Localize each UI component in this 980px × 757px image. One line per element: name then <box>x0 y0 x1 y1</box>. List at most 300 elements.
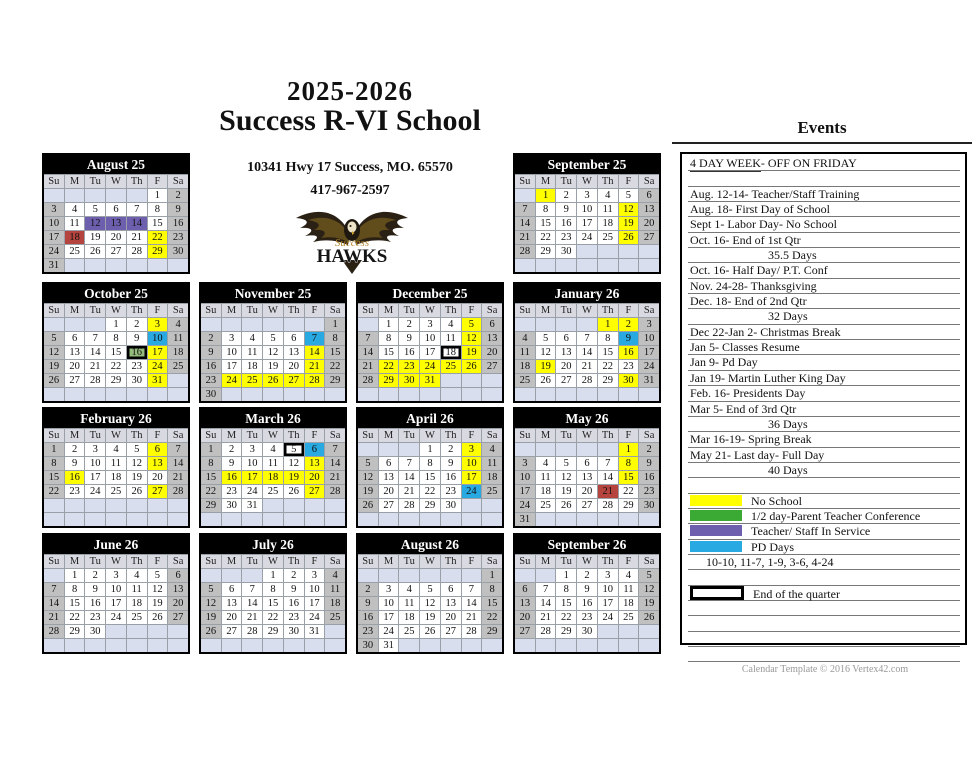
day-cell: 12 <box>420 597 440 610</box>
day-cell: 25 <box>482 485 502 498</box>
day-cell <box>639 513 659 526</box>
day-cell <box>222 569 242 582</box>
day-cell <box>639 245 659 258</box>
day-of-week-label: M <box>536 304 556 317</box>
day-of-week-label: W <box>106 304 126 317</box>
day-cell: 27 <box>168 611 188 624</box>
day-cell: 29 <box>148 245 168 258</box>
day-of-week-label: F <box>462 429 482 442</box>
day-cell: 1 <box>379 318 399 331</box>
day-of-week-label: F <box>462 555 482 568</box>
day-of-week-label: F <box>619 304 639 317</box>
day-cell: 18 <box>106 471 126 484</box>
day-of-week-label: Su <box>515 175 535 188</box>
day-of-week-label: M <box>536 429 556 442</box>
day-cell: 30 <box>441 499 461 512</box>
day-cell <box>358 443 378 456</box>
day-cell <box>577 318 597 331</box>
day-cell: 24 <box>462 485 482 498</box>
day-cell: 1 <box>263 569 283 582</box>
day-cell: 10 <box>222 346 242 359</box>
day-cell: 29 <box>106 374 126 387</box>
day-cell <box>148 513 168 526</box>
calendar-grid <box>44 428 188 526</box>
day-cell: 23 <box>399 360 419 373</box>
day-cell: 22 <box>556 611 576 624</box>
day-cell: 28 <box>399 499 419 512</box>
day-cell: 18 <box>515 360 535 373</box>
day-cell <box>305 639 325 652</box>
blank-rule <box>688 647 960 662</box>
day-cell <box>242 569 262 582</box>
day-cell <box>441 374 461 387</box>
day-cell: 29 <box>556 625 576 638</box>
calendar-september-25 <box>513 153 661 274</box>
day-cell <box>305 513 325 526</box>
day-cell: 8 <box>263 583 283 596</box>
day-cell <box>462 569 482 582</box>
day-cell <box>168 625 188 638</box>
calendar-february-26 <box>42 407 190 528</box>
day-cell: 20 <box>577 485 597 498</box>
day-cell <box>44 499 64 512</box>
day-cell: 28 <box>242 625 262 638</box>
calendar-month-title: August 26 <box>358 535 502 554</box>
day-cell: 31 <box>515 513 535 526</box>
day-cell: 8 <box>325 332 345 345</box>
day-cell: 30 <box>222 499 242 512</box>
day-cell <box>222 513 242 526</box>
day-cell: 17 <box>420 346 440 359</box>
blank-rule <box>688 570 960 585</box>
day-cell: 12 <box>127 457 147 470</box>
day-cell: 13 <box>639 203 659 216</box>
calendar-month-title: June 26 <box>44 535 188 554</box>
day-cell: 3 <box>598 569 618 582</box>
day-cell: 31 <box>420 374 440 387</box>
day-cell <box>65 318 85 331</box>
events-title-rule <box>672 142 972 144</box>
day-cell: 3 <box>106 569 126 582</box>
day-cell: 1 <box>619 443 639 456</box>
calendar-month-title: April 26 <box>358 409 502 428</box>
day-cell <box>65 499 85 512</box>
day-cell: 14 <box>536 597 556 610</box>
calendar-month-title: January 26 <box>515 284 659 303</box>
day-of-week-label: Th <box>284 304 304 317</box>
day-cell <box>515 318 535 331</box>
day-cell <box>106 499 126 512</box>
day-of-week-label: Sa <box>168 429 188 442</box>
calendar-grid <box>358 554 502 652</box>
day-cell: 11 <box>263 457 283 470</box>
day-cell: 21 <box>168 471 188 484</box>
event-item: Sept 1- Labor Day- No School <box>688 217 960 232</box>
day-cell: 4 <box>482 443 502 456</box>
day-cell: 9 <box>284 583 304 596</box>
day-cell: 26 <box>462 360 482 373</box>
calendar-august-26 <box>356 533 504 654</box>
day-cell <box>639 639 659 652</box>
day-cell: 19 <box>263 360 283 373</box>
day-cell <box>127 259 147 272</box>
day-cell: 20 <box>65 360 85 373</box>
day-cell: 20 <box>482 346 502 359</box>
day-cell <box>44 569 64 582</box>
day-cell: 15 <box>148 217 168 230</box>
day-cell <box>536 443 556 456</box>
logo-script-text: Success <box>334 237 370 249</box>
day-of-week-label: Th <box>127 429 147 442</box>
calendar-grid <box>358 303 502 401</box>
day-cell <box>598 513 618 526</box>
day-of-week-label: Sa <box>168 175 188 188</box>
calendar-november-25 <box>199 282 347 403</box>
day-cell <box>441 513 461 526</box>
day-cell: 7 <box>358 332 378 345</box>
day-cell: 3 <box>420 318 440 331</box>
calendar-month-title: July 26 <box>201 535 345 554</box>
day-cell <box>284 388 304 401</box>
day-cell: 29 <box>482 625 502 638</box>
day-cell <box>482 374 502 387</box>
day-cell <box>106 189 126 202</box>
day-cell <box>284 318 304 331</box>
day-cell: 17 <box>44 231 64 244</box>
day-cell: 26 <box>148 611 168 624</box>
day-cell <box>536 513 556 526</box>
day-cell: 21 <box>577 360 597 373</box>
day-cell: 19 <box>556 485 576 498</box>
day-cell <box>65 259 85 272</box>
legend-label-pt-conference: 1/2 day-Parent Teacher Conference <box>751 508 921 523</box>
day-cell <box>242 318 262 331</box>
day-cell: 27 <box>639 231 659 244</box>
day-cell <box>242 513 262 526</box>
day-of-week-label: F <box>462 304 482 317</box>
calendar-grid <box>201 428 345 526</box>
day-cell: 14 <box>168 457 188 470</box>
day-cell <box>619 625 639 638</box>
day-cell: 1 <box>556 569 576 582</box>
day-cell <box>462 513 482 526</box>
day-cell: 24 <box>639 360 659 373</box>
day-cell: 10 <box>242 457 262 470</box>
day-of-week-label: Th <box>441 555 461 568</box>
calendar-month-title: August 25 <box>44 155 188 174</box>
event-item: Mar 5- End of 3rd Qtr <box>688 402 960 417</box>
event-item: Aug. 12-14- Teacher/Staff Training <box>688 187 960 202</box>
day-cell: 22 <box>482 611 502 624</box>
day-of-week-label: Su <box>44 555 64 568</box>
day-cell: 12 <box>85 217 105 230</box>
day-cell <box>420 569 440 582</box>
day-cell: 5 <box>263 332 283 345</box>
day-cell: 2 <box>85 569 105 582</box>
day-cell: 26 <box>201 625 221 638</box>
day-cell <box>556 639 576 652</box>
day-cell <box>379 443 399 456</box>
day-cell <box>325 499 345 512</box>
day-cell: 9 <box>85 583 105 596</box>
day-cell: 8 <box>379 332 399 345</box>
logo-text: HAWKS <box>316 246 388 267</box>
day-cell: 6 <box>482 318 502 331</box>
day-cell: 20 <box>379 485 399 498</box>
day-cell <box>536 318 556 331</box>
calendar-month-title: October 25 <box>44 284 188 303</box>
day-cell <box>168 639 188 652</box>
day-cell: 22 <box>536 231 556 244</box>
day-cell: 3 <box>577 189 597 202</box>
day-cell: 18 <box>399 611 419 624</box>
calendar-march-26 <box>199 407 347 528</box>
day-cell: 22 <box>325 360 345 373</box>
day-cell: 22 <box>598 360 618 373</box>
day-cell: 7 <box>536 583 556 596</box>
day-cell: 13 <box>515 597 535 610</box>
day-cell: 6 <box>222 583 242 596</box>
day-cell: 2 <box>556 189 576 202</box>
day-cell: 29 <box>201 499 221 512</box>
legend-row-no-school <box>688 494 960 509</box>
day-cell: 30 <box>284 625 304 638</box>
day-cell: 13 <box>222 597 242 610</box>
day-cell: 20 <box>168 597 188 610</box>
day-of-week-label: Sa <box>325 429 345 442</box>
day-cell: 10 <box>577 203 597 216</box>
day-cell: 13 <box>168 583 188 596</box>
calendar-grid <box>44 554 188 652</box>
day-cell: 24 <box>379 625 399 638</box>
event-item: May 21- Last day- Full Day <box>688 448 960 463</box>
day-cell <box>399 388 419 401</box>
day-cell <box>420 388 440 401</box>
day-cell: 9 <box>127 332 147 345</box>
day-cell: 6 <box>379 457 399 470</box>
day-of-week-label: F <box>148 175 168 188</box>
calendar-september-26 <box>513 533 661 654</box>
day-cell <box>556 388 576 401</box>
day-cell: 15 <box>106 346 126 359</box>
day-cell: 9 <box>358 597 378 610</box>
day-cell: 30 <box>127 374 147 387</box>
day-cell: 19 <box>536 360 556 373</box>
legend-label-in-service: Teacher/ Staff In Service <box>751 524 871 539</box>
day-cell: 17 <box>222 360 242 373</box>
day-cell: 29 <box>65 625 85 638</box>
day-of-week-label: Tu <box>556 304 576 317</box>
day-cell <box>85 499 105 512</box>
calendar-month-title: May 26 <box>515 409 659 428</box>
day-cell: 8 <box>420 457 440 470</box>
day-of-week-label: F <box>148 555 168 568</box>
day-of-week-label: M <box>379 555 399 568</box>
day-cell: 16 <box>358 611 378 624</box>
day-cell <box>148 388 168 401</box>
day-cell: 22 <box>379 360 399 373</box>
legend-row-pt-conference <box>688 509 960 524</box>
day-cell: 26 <box>127 485 147 498</box>
day-of-week-label: Th <box>127 555 147 568</box>
day-cell <box>65 388 85 401</box>
day-cell: 2 <box>577 569 597 582</box>
day-cell <box>536 259 556 272</box>
day-cell: 13 <box>148 457 168 470</box>
day-cell: 12 <box>462 332 482 345</box>
day-cell: 22 <box>148 231 168 244</box>
day-cell: 16 <box>577 597 597 610</box>
day-cell: 16 <box>65 471 85 484</box>
day-cell: 23 <box>284 611 304 624</box>
day-cell: 5 <box>556 457 576 470</box>
calendar-december-25 <box>356 282 504 403</box>
day-of-week-label: Tu <box>556 429 576 442</box>
day-cell: 31 <box>44 259 64 272</box>
day-cell: 24 <box>420 360 440 373</box>
day-cell <box>399 443 419 456</box>
day-cell <box>263 388 283 401</box>
day-cell: 14 <box>399 471 419 484</box>
day-cell <box>462 499 482 512</box>
day-of-week-label: F <box>619 555 639 568</box>
day-cell: 15 <box>482 597 502 610</box>
day-cell: 14 <box>358 346 378 359</box>
day-cell: 25 <box>242 374 262 387</box>
day-cell: 23 <box>358 625 378 638</box>
day-cell: 18 <box>598 217 618 230</box>
day-cell: 27 <box>65 374 85 387</box>
day-cell: 23 <box>127 360 147 373</box>
event-item: Dec 22-Jan 2- Christmas Break <box>688 325 960 340</box>
day-cell <box>201 318 221 331</box>
calendar-july-26 <box>199 533 347 654</box>
day-cell: 25 <box>536 499 556 512</box>
day-of-week-label: Su <box>358 555 378 568</box>
day-cell <box>222 318 242 331</box>
day-cell: 12 <box>556 471 576 484</box>
day-cell: 5 <box>44 332 64 345</box>
day-cell <box>325 639 345 652</box>
day-cell: 25 <box>168 360 188 373</box>
day-cell <box>168 513 188 526</box>
day-cell <box>639 625 659 638</box>
day-of-week-label: Th <box>284 429 304 442</box>
day-cell: 23 <box>577 611 597 624</box>
day-cell: 16 <box>284 597 304 610</box>
day-cell: 26 <box>263 374 283 387</box>
day-of-week-label: Th <box>127 175 147 188</box>
day-cell: 4 <box>536 457 556 470</box>
day-cell <box>85 513 105 526</box>
calendar-month-title: March 26 <box>201 409 345 428</box>
day-cell: 28 <box>305 374 325 387</box>
day-of-week-label: W <box>106 175 126 188</box>
day-cell: 21 <box>44 611 64 624</box>
day-of-week-label: Su <box>201 555 221 568</box>
day-cell: 8 <box>148 203 168 216</box>
day-of-week-label: Sa <box>482 429 502 442</box>
day-cell <box>106 639 126 652</box>
day-cell: 17 <box>598 597 618 610</box>
events-title: Events <box>797 118 847 137</box>
day-cell: 14 <box>242 597 262 610</box>
day-cell: 7 <box>168 443 188 456</box>
day-cell <box>127 513 147 526</box>
day-cell: 1 <box>482 569 502 582</box>
day-cell <box>598 625 618 638</box>
blank-rule <box>688 171 960 186</box>
day-cell: 24 <box>222 374 242 387</box>
day-cell: 19 <box>284 471 304 484</box>
day-of-week-label: Su <box>358 304 378 317</box>
day-of-week-label: Sa <box>482 555 502 568</box>
day-cell: 6 <box>515 583 535 596</box>
day-cell: 15 <box>325 346 345 359</box>
day-of-week-label: W <box>420 304 440 317</box>
day-cell: 12 <box>284 457 304 470</box>
day-of-week-label: M <box>222 555 242 568</box>
quarter-days-count: 32 Days <box>688 309 960 324</box>
day-cell: 6 <box>168 569 188 582</box>
day-cell: 6 <box>65 332 85 345</box>
day-cell: 4 <box>619 569 639 582</box>
day-cell <box>619 513 639 526</box>
day-of-week-label: W <box>577 304 597 317</box>
day-cell <box>325 388 345 401</box>
day-cell <box>556 443 576 456</box>
day-cell: 1 <box>598 318 618 331</box>
day-of-week-label: W <box>263 555 283 568</box>
day-cell: 21 <box>325 471 345 484</box>
day-of-week-label: Th <box>598 429 618 442</box>
day-cell: 4 <box>598 189 618 202</box>
day-cell <box>379 388 399 401</box>
day-cell <box>305 318 325 331</box>
day-cell: 28 <box>44 625 64 638</box>
day-cell <box>44 388 64 401</box>
day-cell: 23 <box>441 485 461 498</box>
day-cell: 5 <box>127 443 147 456</box>
day-cell: 13 <box>65 346 85 359</box>
day-cell <box>358 513 378 526</box>
day-cell: 19 <box>44 360 64 373</box>
day-cell: 6 <box>639 189 659 202</box>
day-cell: 10 <box>44 217 64 230</box>
day-cell: 5 <box>639 569 659 582</box>
day-cell: 4 <box>325 569 345 582</box>
day-cell: 5 <box>284 443 304 456</box>
day-cell: 29 <box>619 499 639 512</box>
day-cell <box>577 513 597 526</box>
day-cell <box>127 189 147 202</box>
day-cell <box>598 388 618 401</box>
school-address: 10341 Hwy 17 Success, MO. 65570 <box>247 160 453 175</box>
day-cell: 2 <box>639 443 659 456</box>
day-cell: 24 <box>305 611 325 624</box>
day-cell: 15 <box>201 471 221 484</box>
day-of-week-label: F <box>305 429 325 442</box>
day-of-week-label: Th <box>598 555 618 568</box>
day-cell <box>325 513 345 526</box>
day-of-week-label: Tu <box>85 429 105 442</box>
day-cell <box>65 189 85 202</box>
day-of-week-label: Sa <box>168 304 188 317</box>
calendar-january-26 <box>513 282 661 403</box>
day-cell: 16 <box>201 360 221 373</box>
day-cell: 23 <box>619 360 639 373</box>
day-cell: 28 <box>598 499 618 512</box>
